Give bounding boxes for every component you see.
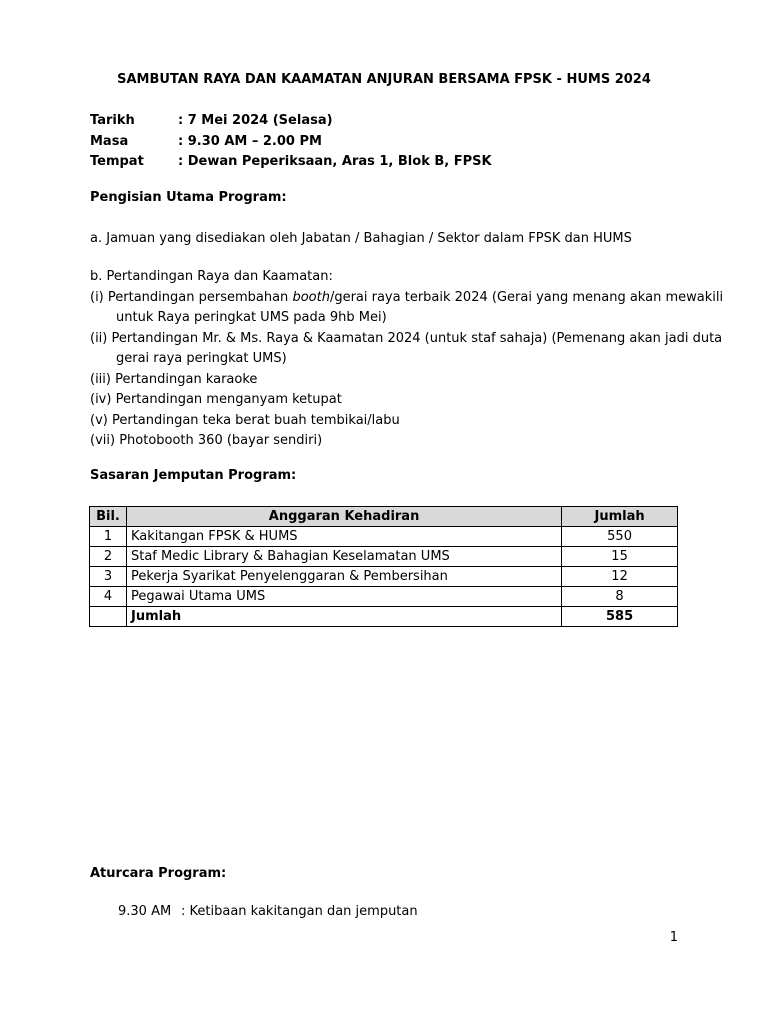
- detail-label: Tempat: [90, 154, 144, 169]
- program-heading: Pengisian Utama Program:: [90, 190, 287, 205]
- detail-value: : 7 Mei 2024 (Selasa): [178, 113, 333, 128]
- cell-no: 2: [90, 547, 127, 567]
- detail-value: : Dewan Peperiksaan, Aras 1, Blok B, FPSK: [178, 154, 492, 169]
- item-b4: (iv) Pertandingan menganyam ketupat: [90, 392, 342, 407]
- item-a-text: a. Jamuan yang disediakan oleh Jabatan / Bahagian / Sektor dalam FPSK dan HUMS: [90, 231, 632, 246]
- table-row: [90, 587, 678, 607]
- detail-date: [90, 111, 492, 132]
- header-desc: Anggaran Kehadiran: [126, 507, 561, 527]
- header-bil: Bil.: [90, 507, 127, 527]
- schedule-heading: Aturcara Program:: [90, 866, 227, 881]
- cell-total: 12: [562, 567, 678, 587]
- document-title: SAMBUTAN RAYA DAN KAAMATAN ANJURAN BERSAMA FPSK - HUMS 2024: [117, 72, 651, 87]
- cell-total: 585: [562, 607, 678, 627]
- item-b-heading: b. Pertandingan Raya dan Kaamatan:: [90, 269, 333, 284]
- invitees-heading: Sasaran Jemputan Program:: [90, 468, 297, 483]
- item-b2-cont: gerai raya peringkat UMS): [116, 351, 287, 366]
- item-b1-post: /gerai raya terbaik 2024 (Gerai yang menang akan mewakili: [329, 289, 724, 305]
- program-item-b: [90, 267, 724, 452]
- cell-desc: Staf Medic Library & Bahagian Keselamatan UMS: [126, 547, 561, 567]
- detail-venue: [90, 152, 492, 173]
- page-number: 1: [669, 930, 678, 945]
- cell-total: 8: [562, 587, 678, 607]
- cell-total: 550: [562, 527, 678, 547]
- table-row: [90, 527, 678, 547]
- cell-desc: Jumlah: [126, 607, 561, 627]
- cell-no: [90, 607, 127, 627]
- cell-desc: Pegawai Utama UMS: [126, 587, 561, 607]
- item-b1-italic: booth: [292, 289, 330, 305]
- event-details: [90, 111, 492, 173]
- program-item-a: [90, 229, 690, 250]
- detail-time: [90, 132, 492, 153]
- item-b7: (vii) Photobooth 360 (bayar sendiri): [90, 433, 323, 448]
- detail-value: : 9.30 AM – 2.00 PM: [178, 133, 322, 149]
- detail-label: Tarikh: [90, 113, 135, 128]
- table-row: [90, 547, 678, 567]
- table-header-row: [90, 507, 678, 527]
- attendance-table: [89, 506, 678, 627]
- table-row: [90, 567, 678, 587]
- cell-desc: Kakitangan FPSK & HUMS: [126, 527, 561, 547]
- item-b1: [90, 288, 724, 309]
- item-b1-cont: untuk Raya peringkat UMS pada 9hb Mei): [116, 310, 387, 325]
- schedule-item: [118, 904, 418, 919]
- item-b2: (ii) Pertandingan Mr. & Ms. Raya & Kaamatan 2024 (untuk staf sahaja) (Pemenang akan jadi duta: [90, 330, 723, 346]
- header-total: Jumlah: [562, 507, 678, 527]
- schedule-desc: : Ketibaan kakitangan dan jemputan: [181, 904, 418, 919]
- cell-total: 15: [562, 547, 678, 567]
- cell-desc: Pekerja Syarikat Penyelenggaran & Pembersihan: [126, 567, 561, 587]
- cell-no: 4: [90, 587, 127, 607]
- schedule-time: 9.30 AM: [118, 904, 172, 919]
- item-b1-pre: (i) Pertandingan persembahan: [90, 289, 293, 305]
- cell-no: 1: [90, 527, 127, 547]
- cell-no: 3: [90, 567, 127, 587]
- table-total-row: [90, 607, 678, 627]
- item-b5: (v) Pertandingan teka berat buah tembikai/labu: [90, 412, 400, 428]
- item-b3: (iii) Pertandingan karaoke: [90, 371, 258, 387]
- detail-label: Masa: [90, 133, 129, 149]
